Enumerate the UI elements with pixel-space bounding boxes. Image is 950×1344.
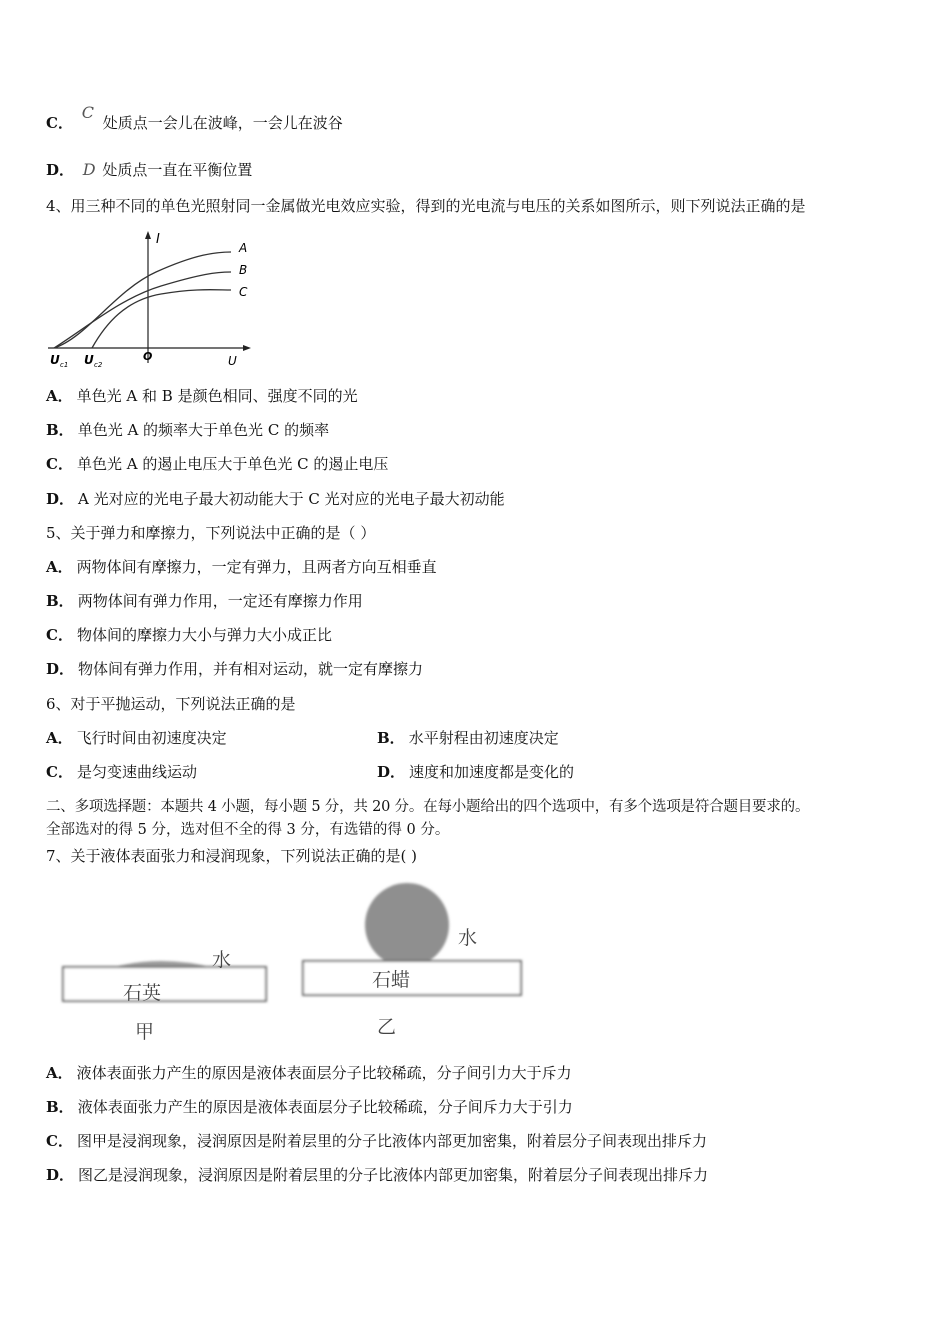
q5-stem: 5、关于弹力和摩擦力，下列说法中正确的是（ ） <box>46 524 376 542</box>
q4-option-c <box>46 454 388 474</box>
q4-option-a <box>46 386 358 406</box>
option-letter: D． <box>46 1166 75 1184</box>
q7-option-c <box>46 1131 707 1151</box>
wetting-figure <box>55 880 535 1045</box>
q6-option-a <box>46 728 227 748</box>
option-text: 处质点一直在平衡位置 <box>102 161 253 179</box>
x-axis-arrow <box>243 345 251 351</box>
curve-b-label: B <box>239 263 248 277</box>
quartz-plate <box>63 967 266 1001</box>
paraffin-label: 石蜡 <box>372 969 411 991</box>
option-text: 图甲是浸润现象，浸润原因是附着层里的分子比液体内部更加密集，附着层分子间表现出排斥力 <box>76 1132 707 1150</box>
q7-option-a <box>46 1063 572 1083</box>
curve-c <box>92 290 231 348</box>
option-text: 单色光 A 的频率大于单色光 C 的频率 <box>77 421 330 439</box>
q5-option-b <box>46 591 363 611</box>
option-text: 速度和加速度都是变化的 <box>409 763 575 781</box>
option-letter: C． <box>46 455 73 473</box>
variable-c: C <box>81 103 94 122</box>
q4-stem: 4、用三种不同的单色光照射同一金属做光电效应实验，得到的光电流与电压的关系如图所示，则下列说法正确的是 <box>46 197 806 215</box>
option-letter: A． <box>46 1064 73 1082</box>
option-letter: B． <box>46 1098 74 1116</box>
option-text: 液体表面张力产生的原因是液体表面层分子比较稀疏，分子间斥力大于引力 <box>77 1098 573 1116</box>
option-text: 物体间的摩擦力大小与弹力大小成正比 <box>76 626 332 644</box>
q7-option-d <box>46 1165 708 1185</box>
option-letter: A． <box>46 729 73 747</box>
option-letter: B． <box>46 421 74 439</box>
left-water-label: 水 <box>212 949 232 971</box>
curve-a <box>54 252 231 348</box>
figure-jia-caption: 甲 <box>135 1021 155 1043</box>
option-letter: D． <box>377 763 406 781</box>
option-letter: D． <box>46 490 75 508</box>
option-text: 单色光 A 的遏止电压大于单色光 C 的遏止电压 <box>76 455 389 473</box>
q7-option-b <box>46 1097 573 1117</box>
option-text: 水平射程由初速度决定 <box>408 729 559 747</box>
uc1-subscript: c1 <box>60 361 69 369</box>
option-text: 两物体间有摩擦力，一定有弹力，且两者方向互相垂直 <box>76 558 437 576</box>
q4-option-b <box>46 420 329 440</box>
option-letter: C． <box>46 114 73 132</box>
q5-option-c <box>46 625 332 645</box>
q7-stem: 7、关于液体表面张力和浸润现象，下列说法正确的是( ) <box>46 847 418 865</box>
option-letter: C． <box>46 626 73 644</box>
origin-label: O <box>143 350 153 363</box>
option-letter: C． <box>46 1132 73 1150</box>
curve-b <box>54 272 231 348</box>
option-letter: D． <box>46 660 75 678</box>
figure-yi-caption: 乙 <box>377 1016 397 1038</box>
q6-option-b <box>377 728 559 748</box>
option-letter: B． <box>377 729 405 747</box>
section-2-heading: 二、多项选择题：本题共 4 小题，每小题 5 分，共 20 分。在每小题给出的四个选项中，有多个选项是符合题目要求的。 <box>46 799 810 815</box>
uc1-label: U <box>50 353 60 367</box>
water-droplet <box>365 883 449 967</box>
option-text: 飞行时间由初速度决定 <box>76 729 227 747</box>
option-letter: B． <box>46 592 74 610</box>
q6-option-c <box>46 762 197 782</box>
y-axis-arrow <box>145 231 151 239</box>
q4-option-d <box>46 489 505 509</box>
x-axis-label: U <box>228 354 237 368</box>
q6-stem: 6、对于平抛运动，下列说法正确的是 <box>46 695 296 713</box>
option-letter: A． <box>46 558 73 576</box>
option-text: 物体间有弹力作用，并有相对运动，就一定有摩擦力 <box>78 660 424 678</box>
quartz-label: 石英 <box>123 982 162 1004</box>
paraffin-plate <box>303 961 521 995</box>
photocurrent-voltage-graph <box>46 228 256 373</box>
option-text: 处质点一会儿在波峰，一会儿在波谷 <box>102 114 343 132</box>
option-letter: C． <box>46 763 73 781</box>
q5-option-a <box>46 557 437 577</box>
curve-a-label: A <box>239 241 248 255</box>
option-text: 两物体间有弹力作用，一定还有摩擦力作用 <box>77 592 363 610</box>
q6-option-d <box>377 762 574 782</box>
option-text: 图乙是浸润现象，浸润原因是附着层里的分子比液体内部更加密集，附着层分子间表现出排斥力 <box>78 1166 709 1184</box>
option-text: A 光对应的光电子最大初动能大于 C 光对应的光电子最大初动能 <box>78 490 505 508</box>
q5-option-d <box>46 659 423 679</box>
section-2-instructions: 全部选对的得 5 分，选对但不全的得 3 分，有选错的得 0 分。 <box>46 822 450 838</box>
option-text: 单色光 A 和 B 是颜色相同、强度不同的光 <box>76 387 358 405</box>
option-letter: D． <box>46 161 75 179</box>
y-axis-label: I <box>156 232 160 247</box>
variable-d: D <box>82 160 96 179</box>
right-water-label: 水 <box>458 927 478 949</box>
curve-c-label: C <box>239 285 248 299</box>
option-text: 是匀变速曲线运动 <box>76 763 197 781</box>
q3-option-d <box>46 160 252 180</box>
option-text: 液体表面张力产生的原因是液体表面层分子比较稀疏，分子间引力大于斥力 <box>76 1064 572 1082</box>
option-letter: A． <box>46 387 73 405</box>
q3-option-c <box>46 103 343 133</box>
uc2-label: U <box>84 353 94 367</box>
uc2-subscript: c2 <box>94 361 103 369</box>
